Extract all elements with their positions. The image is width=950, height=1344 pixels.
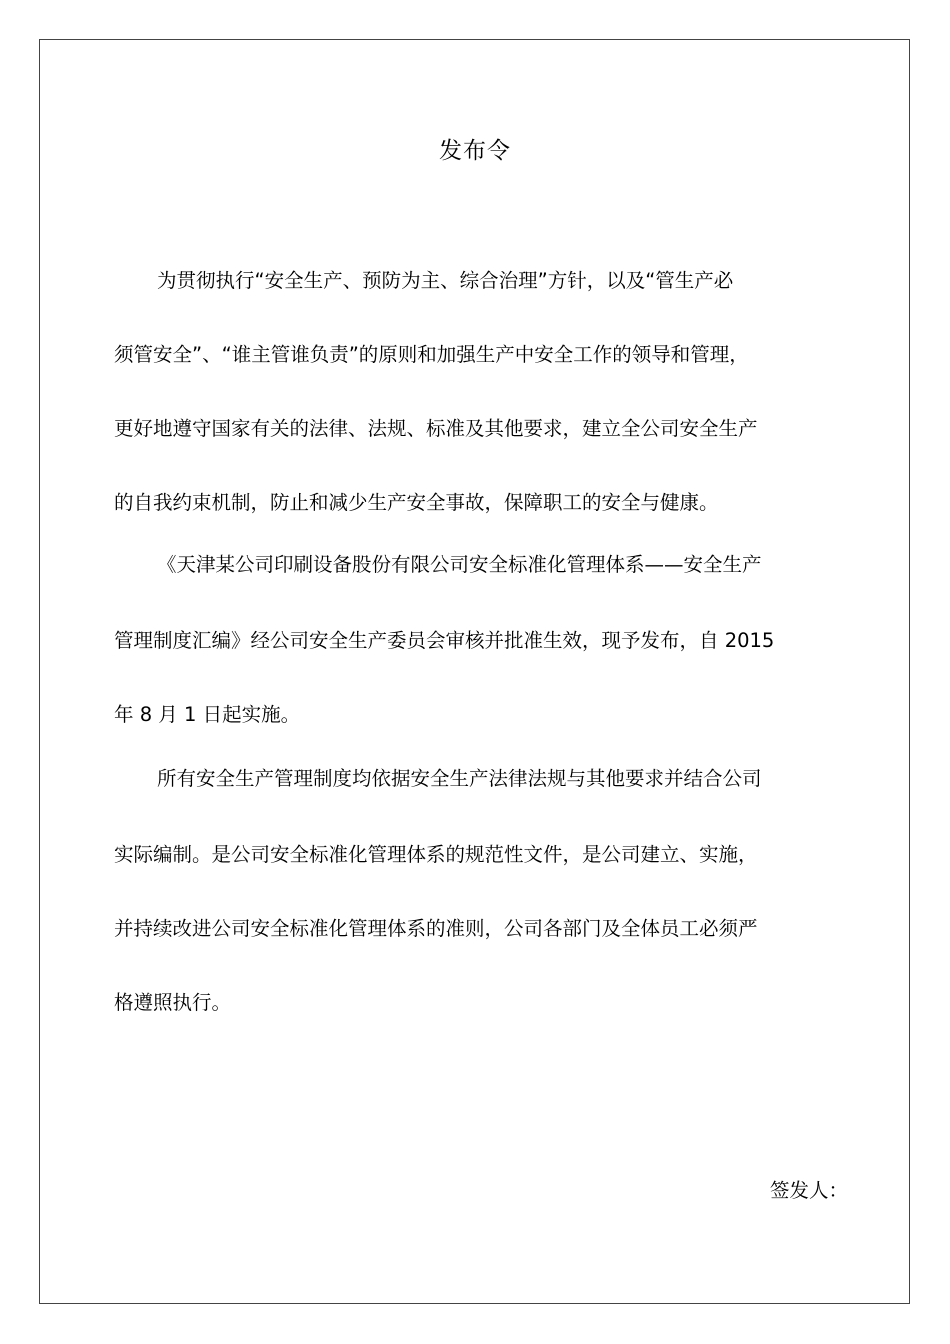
paragraph-2-line-2: 管理制度汇编》经公司安全生产委员会审核并批准生效，现予发布，自 2015: [114, 629, 775, 652]
paragraph-3-line-3: 并持续改进公司安全标准化管理体系的准则，公司各部门及全体员工必须严: [114, 917, 758, 940]
paragraph-1-line-1: 为贯彻执行“安全生产、预防为主、综合治理”方针，以及“管生产必: [157, 269, 734, 292]
paragraph-3-line-1: 所有安全生产管理制度均依据安全生产法律法规与其他要求并结合公司: [157, 767, 762, 790]
paragraph-2-line-3: 年 8 月 1 日起实施。: [114, 703, 301, 726]
paragraph-1-line-2: 须管安全”、“谁主管谁负责”的原则和加强生产中安全工作的领导和管理，: [114, 343, 749, 366]
document-title: 发布令: [439, 138, 511, 164]
paragraph-1-line-3: 更好地遵守国家有关的法律、法规、标准及其他要求，建立全公司安全生产: [114, 417, 758, 440]
paragraph-3-line-2: 实际编制。是公司安全标准化管理体系的规范性文件，是公司建立、实施，: [114, 843, 758, 866]
paragraph-3-line-4: 格遵照执行。: [114, 991, 232, 1014]
signer-label: 签发人：: [770, 1179, 849, 1202]
page-frame: [39, 39, 910, 1304]
paragraph-1-line-4: 的自我约束机制，防止和减少生产安全事故，保障职工的安全与健康。: [114, 491, 719, 514]
paragraph-2-line-1: 《天津某公司印刷设备股份有限公司安全标准化管理体系——安全生产: [157, 553, 762, 576]
